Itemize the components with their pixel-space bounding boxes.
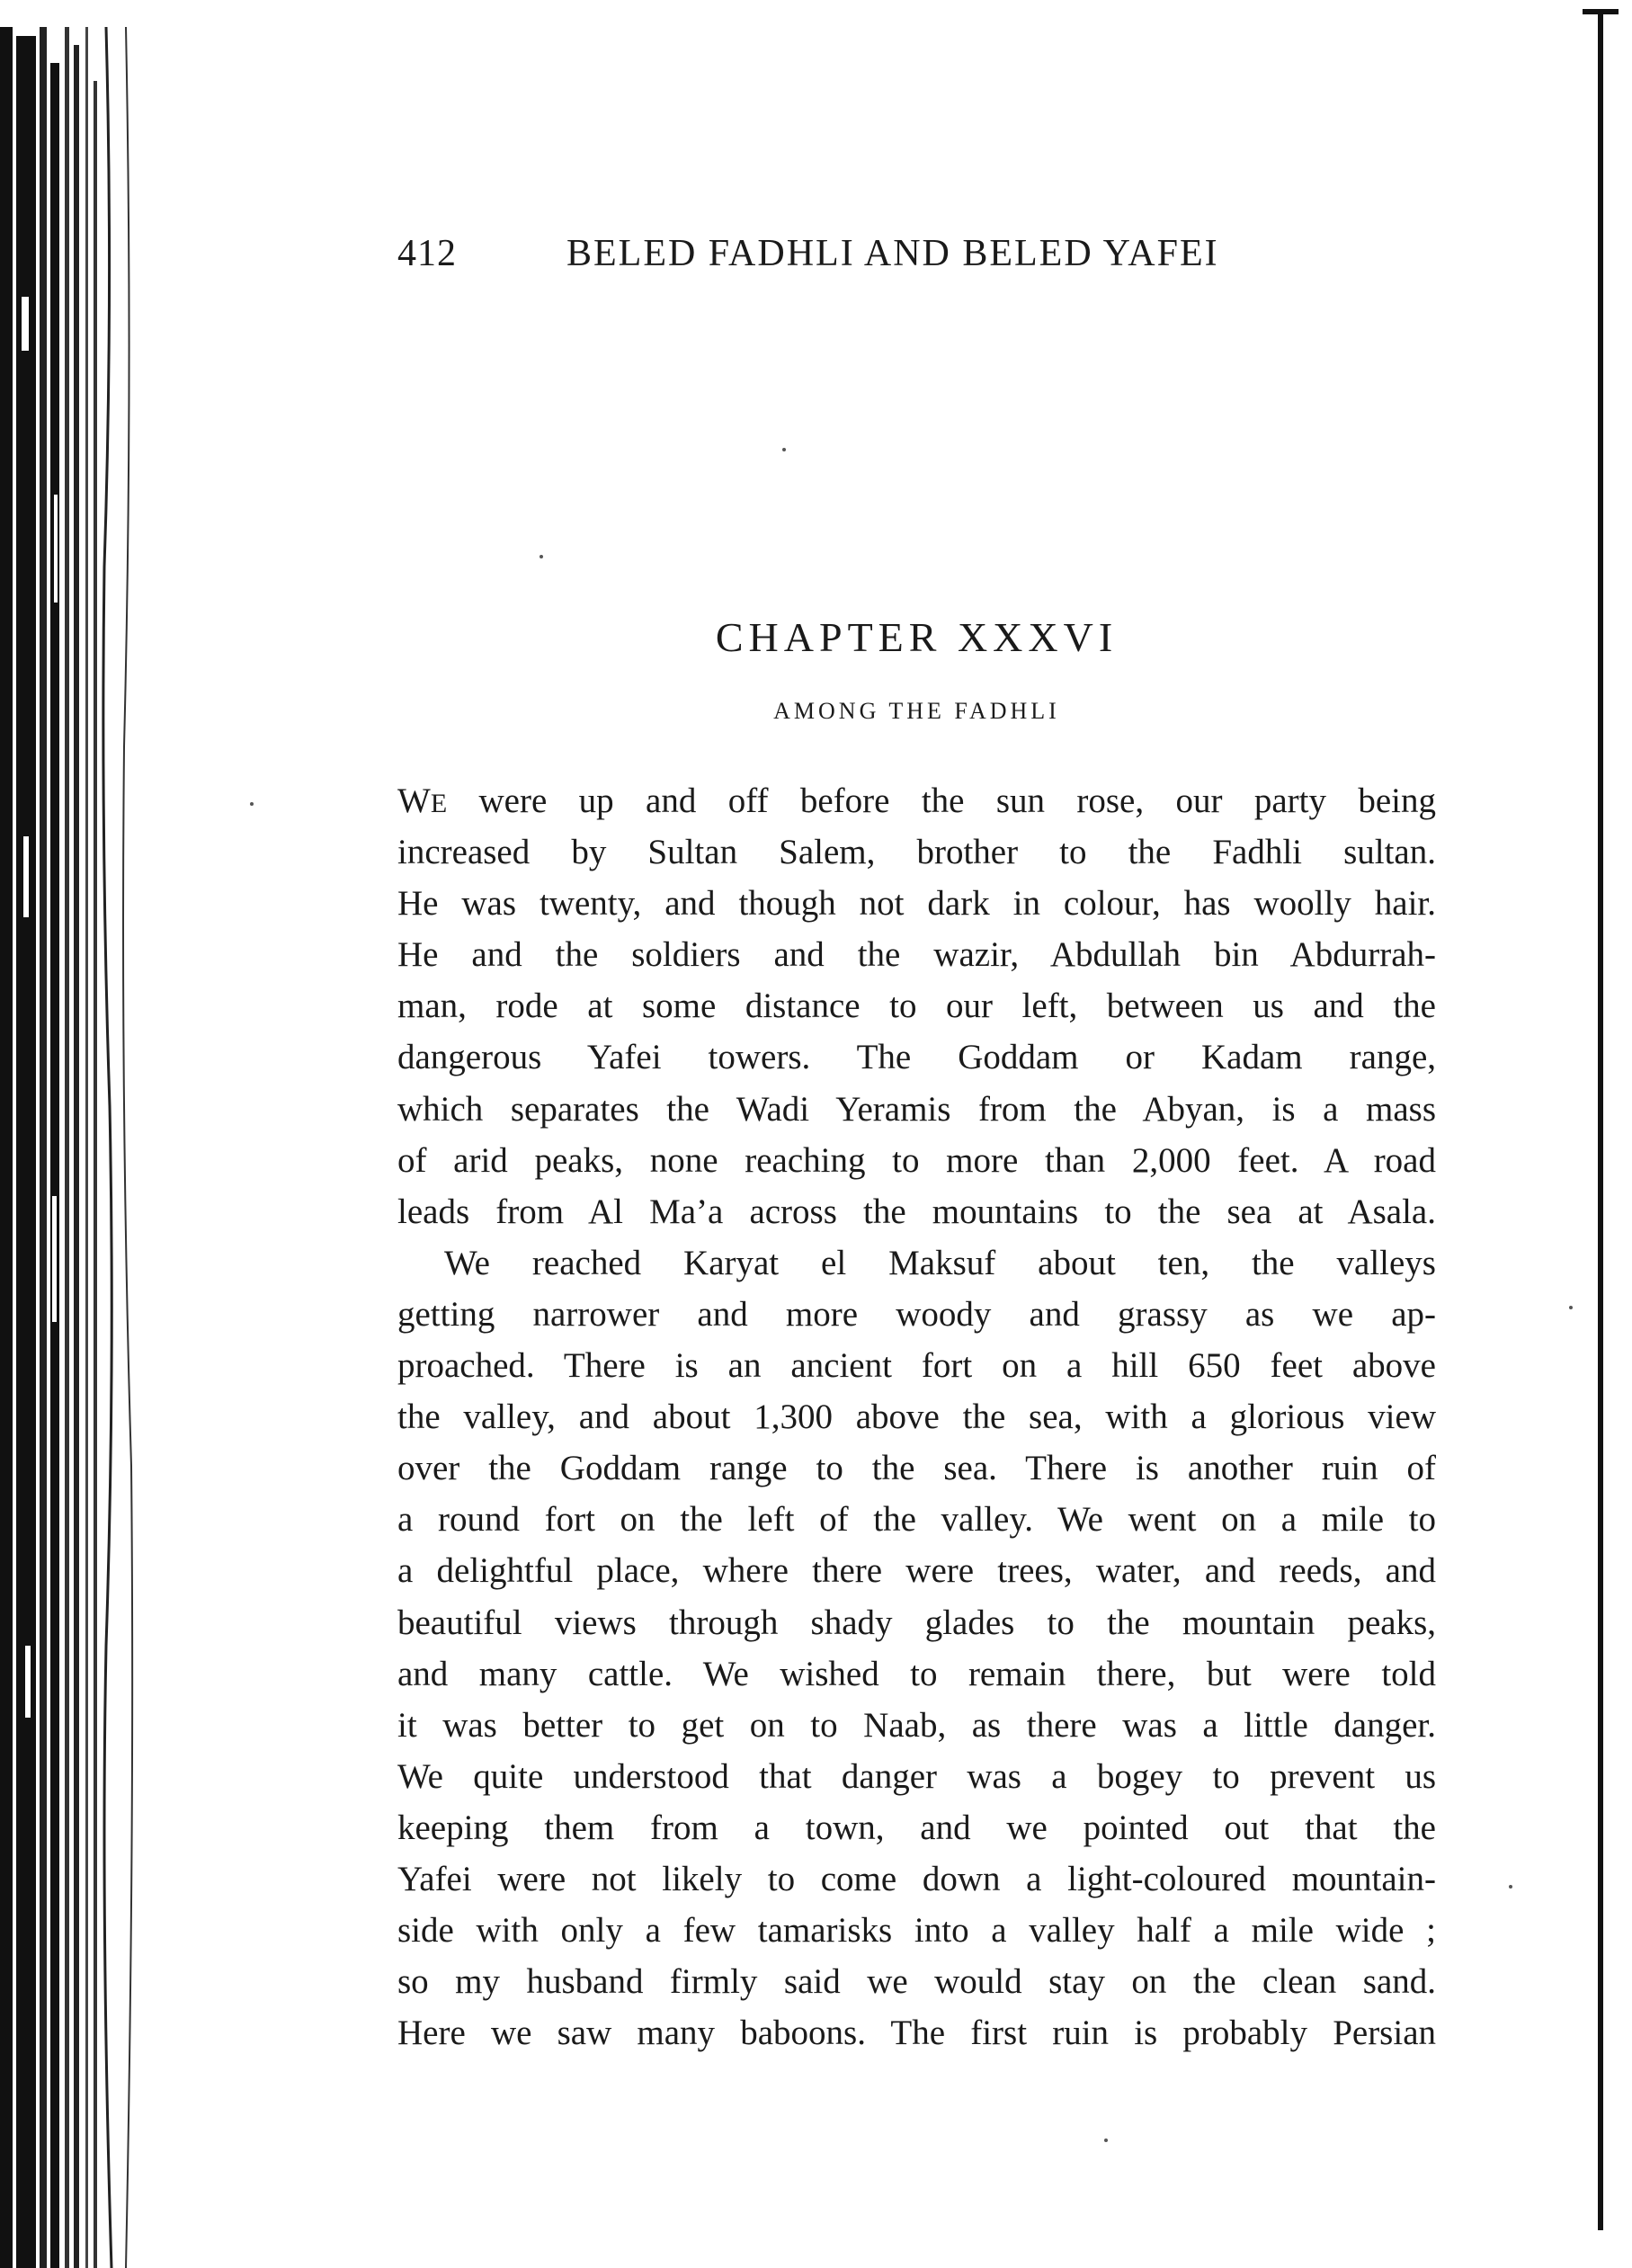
chapter-subtitle: AMONG THE FADHLI — [773, 698, 1060, 724]
body-text — [397, 775, 1436, 2058]
text-line: dangerous Yafei towers. The Goddam or Kadam range, — [397, 1038, 1436, 1077]
binding-edge — [0, 27, 144, 2268]
scan-speck — [782, 448, 786, 451]
text-line: He and the soldiers and the wazir, Abdullah bin Abdurrah- — [397, 935, 1436, 975]
text-line: We reached Karyat el Maksuf about ten, the valleys — [444, 1243, 1436, 1282]
text-line: so my husband firmly said we would stay on the clean sand. — [397, 1962, 1436, 2002]
text-line: We quite understood that danger was a bogey to prevent us — [397, 1756, 1436, 1796]
text-line: WE were up and off before the sun rose, our party being — [397, 781, 1436, 820]
scan-speck — [1509, 1885, 1512, 1889]
text-line: which separates the Wadi Yeramis from the Abyan, is a mass — [397, 1089, 1436, 1129]
text-line: side with only a few tamarisks into a valley half a mile wide ; — [397, 1911, 1436, 1951]
text-line: the valley, and about 1,300 above the sea, with a glorious view — [397, 1397, 1436, 1437]
text-line: Yafei were not likely to come down a light-coloured mountain- — [397, 1859, 1436, 1898]
text-line: increased by Sultan Salem, brother to the Fadhli sultan. — [397, 833, 1436, 872]
running-head — [397, 232, 1297, 286]
running-head-title: BELED FADHLI AND BELED YAFEI — [566, 233, 1219, 274]
chapter-title: CHAPTER XXXVI — [715, 614, 1119, 660]
text-line: a round fort on the left of the valley. We went on a mile to — [397, 1500, 1436, 1540]
dropcap: W — [397, 781, 431, 820]
text-line: of arid peaks, none reaching to more than 2,000 feet. A road — [397, 1140, 1436, 1180]
scan-speck — [540, 555, 543, 558]
text-line: and many cattle. We wished to remain there, but were told — [397, 1654, 1436, 1693]
scan-speck — [1104, 2139, 1108, 2142]
dropcap-rest: E — [430, 789, 448, 818]
page-edge-right — [1583, 0, 1619, 2268]
text-line: proached. There is an ancient fort on a hill 650 feet above — [397, 1346, 1436, 1386]
text-line: getting narrower and more woody and grassy as we ap- — [397, 1294, 1436, 1334]
text-line: leads from Al Ma’a across the mountains to the sea at Asala. — [397, 1192, 1436, 1231]
text-line: beautiful views through shady glades to the mountain peaks, — [397, 1603, 1436, 1642]
text-line: it was better to get on to Naab, as there was a little danger. — [397, 1705, 1436, 1745]
text-line: over the Goddam range to the sea. There is another ruin of — [397, 1449, 1436, 1488]
text-line: a delightful place, where there were trees, water, and reeds, and — [397, 1551, 1436, 1591]
page-number: 412 — [397, 233, 457, 274]
text-line: keeping them from a town, and we pointed out that the — [397, 1808, 1436, 1847]
text-line: He was twenty, and though not dark in colour, has woolly hair. — [397, 884, 1436, 924]
scan-speck — [1569, 1306, 1573, 1309]
scan-speck — [250, 802, 254, 806]
text-line: Here we saw many baboons. The first ruin is probably Persian — [397, 2014, 1436, 2053]
text-line: man, rode at some distance to our left, between us and the — [397, 987, 1436, 1026]
